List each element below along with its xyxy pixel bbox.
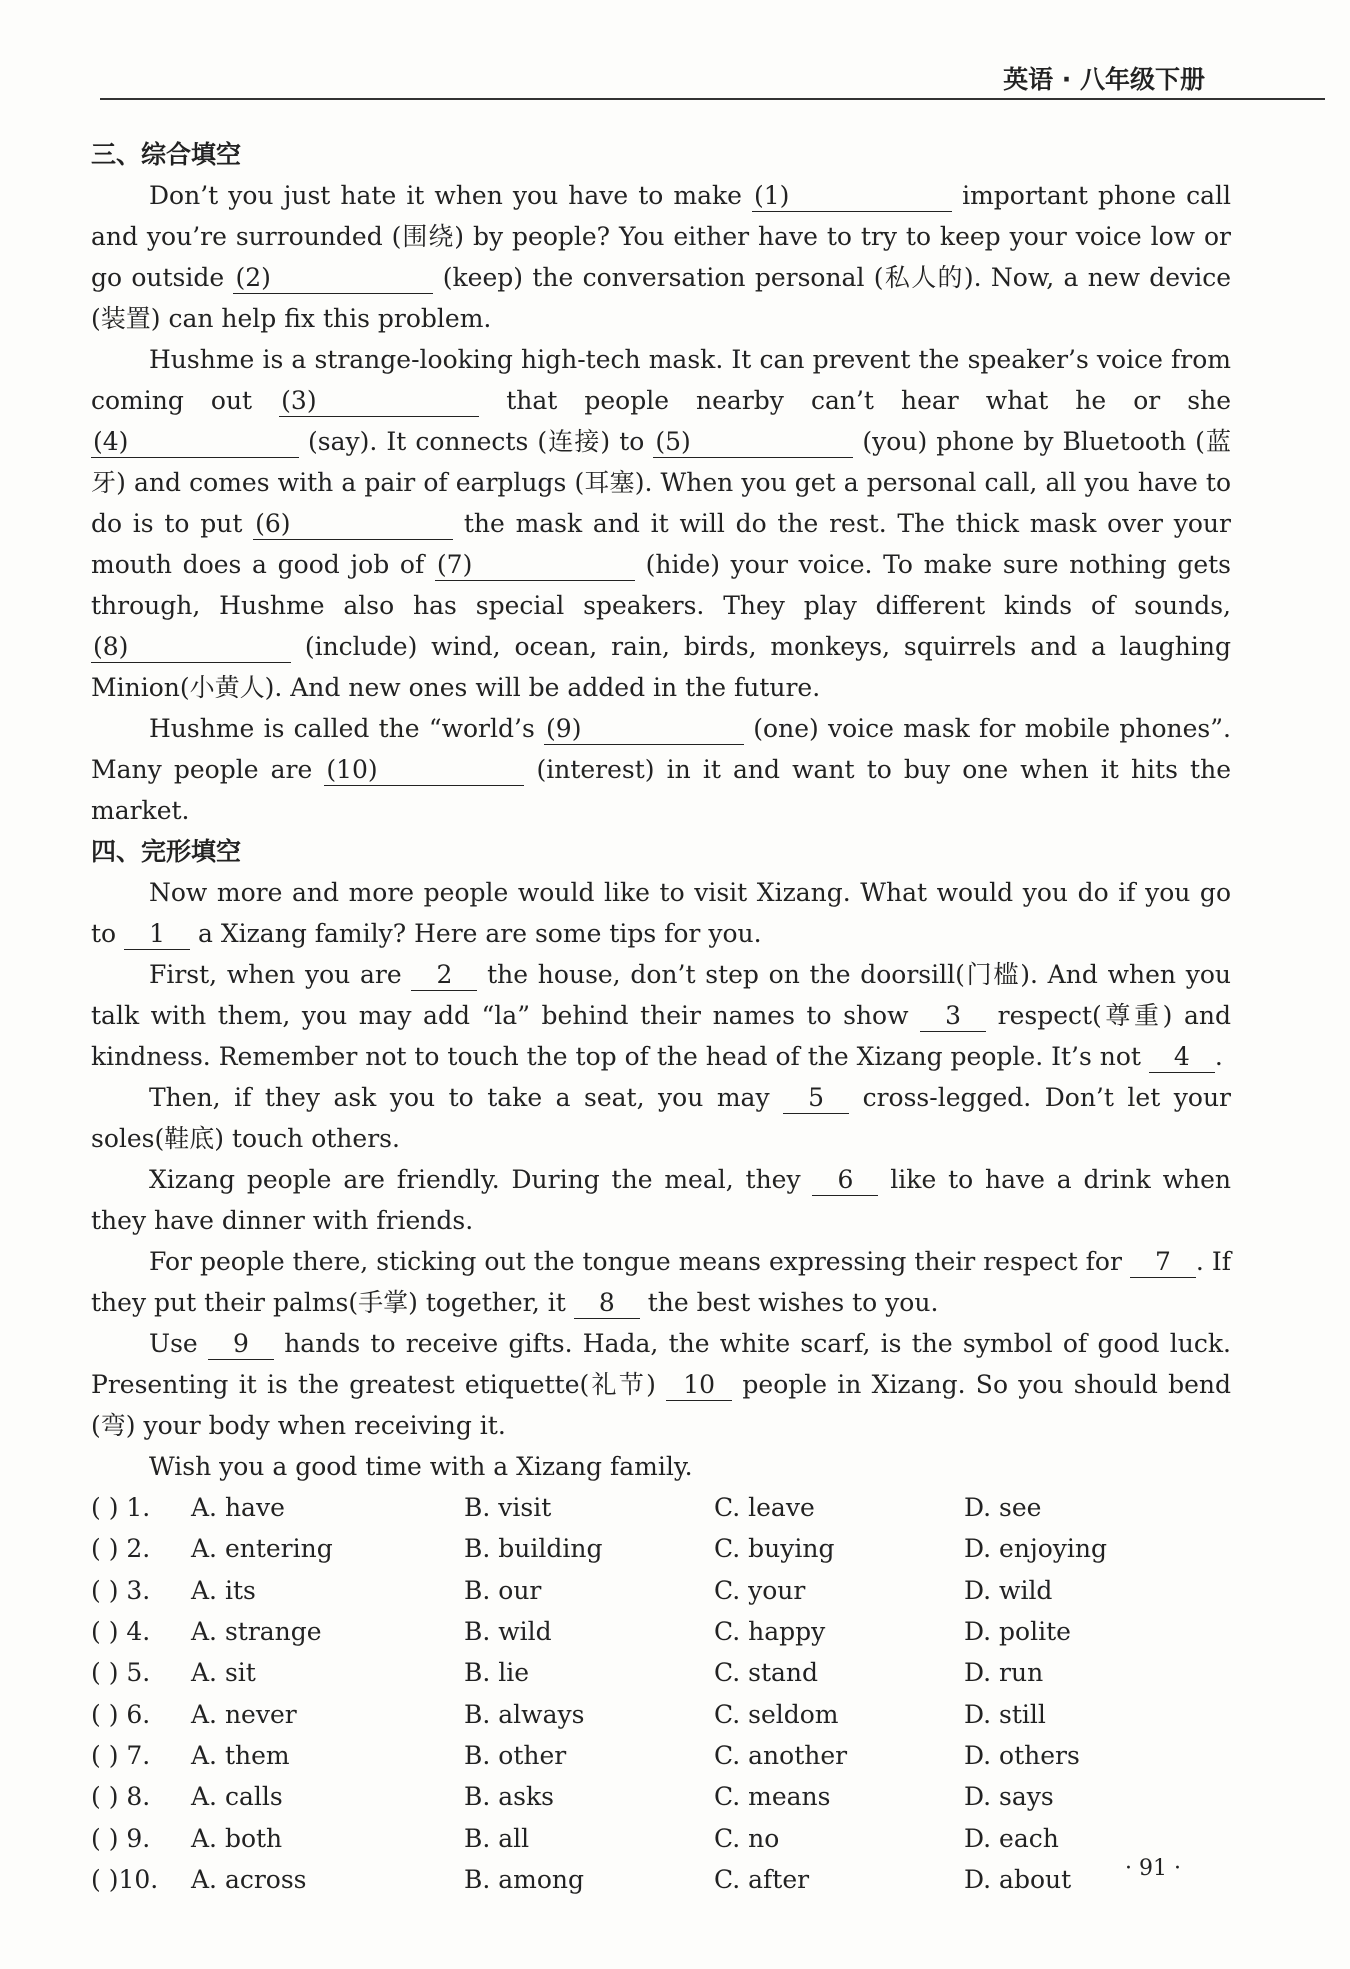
option-b[interactable]: B. visit: [464, 1493, 552, 1523]
option-d[interactable]: D. run: [964, 1658, 1044, 1688]
option-a[interactable]: A. calls: [191, 1782, 283, 1812]
option-a[interactable]: A. both: [191, 1823, 283, 1853]
section4-paragraph-4: Xizang people are friendly. During the meal, they 6 like to have a drink when they have dinner with friends.: [91, 1165, 1231, 1235]
option-b[interactable]: B. among: [464, 1864, 585, 1894]
answer-slot[interactable]: ( ) 3.: [91, 1575, 151, 1605]
fill-blank-7[interactable]: (7): [435, 550, 635, 581]
fill-blank-6[interactable]: (6): [253, 509, 453, 540]
section3-paragraph-3: Hushme is called the “world’s (9) (one) voice mask for mobile phones”. Many people are (10) (interest) in it and want to buy one when it hits the market.: [91, 714, 1231, 825]
option-row-7: [91, 1735, 1231, 1776]
fill-blank-2[interactable]: (2): [233, 263, 433, 294]
option-d[interactable]: D. about: [964, 1864, 1072, 1894]
page-number: · 91 ·: [1125, 1856, 1181, 1881]
option-c[interactable]: C. your: [714, 1575, 806, 1605]
section4-paragraph-1: Now more and more people would like to visit Xizang. What would you do if you go to 1 a Xizang family? Here are some tips for you.: [91, 878, 1231, 948]
fill-blank-3[interactable]: (3): [279, 386, 479, 417]
option-a[interactable]: A. sit: [191, 1658, 256, 1688]
answer-slot[interactable]: ( ) 5.: [91, 1658, 151, 1688]
cloze-blank-10[interactable]: 10: [666, 1370, 732, 1401]
fill-blank-5[interactable]: (5): [653, 427, 853, 458]
fill-blank-9[interactable]: (9): [544, 714, 744, 745]
answer-slot[interactable]: ( )10.: [91, 1864, 159, 1894]
section4-paragraph-2: First, when you are 2 the house, don’t step on the doorsill(门槛). And when you talk with them, you may add “la” behind their names to show 3 respect(尊重) and kindness. Remember not to touch the top of the head of the Xizang people. It’s not 4 .: [91, 960, 1231, 1071]
option-row-8: [91, 1776, 1231, 1817]
cloze-blank-8[interactable]: 8: [574, 1288, 640, 1319]
option-a[interactable]: A. have: [191, 1493, 285, 1523]
answer-slot[interactable]: ( ) 8.: [91, 1782, 151, 1812]
options-list: [91, 1487, 1231, 1900]
answer-slot[interactable]: ( ) 9.: [91, 1823, 151, 1853]
option-b[interactable]: B. always: [464, 1699, 585, 1729]
option-d[interactable]: D. enjoying: [964, 1534, 1107, 1564]
option-b[interactable]: B. our: [464, 1575, 542, 1605]
section3-heading: 三、综合填空: [91, 140, 242, 169]
option-row-6: [91, 1693, 1231, 1734]
header-title: 英语 · 八年级下册: [1003, 65, 1205, 94]
cloze-blank-4[interactable]: 4: [1149, 1042, 1215, 1073]
cloze-blank-9[interactable]: 9: [208, 1329, 274, 1360]
option-a[interactable]: A. them: [191, 1740, 290, 1770]
option-row-2: [91, 1528, 1231, 1569]
section4-paragraph-3: Then, if they ask you to take a seat, you may 5 cross-legged. Don’t let your soles(鞋底) touch others.: [91, 1083, 1231, 1153]
option-c[interactable]: C. another: [714, 1740, 848, 1770]
option-d[interactable]: D. polite: [964, 1617, 1071, 1647]
page-header: [100, 56, 1325, 100]
option-c[interactable]: C. leave: [714, 1493, 815, 1523]
option-a[interactable]: A. strange: [191, 1617, 322, 1647]
option-b[interactable]: B. asks: [464, 1782, 554, 1812]
cloze-blank-2[interactable]: 2: [411, 960, 477, 991]
answer-slot[interactable]: ( ) 6.: [91, 1699, 151, 1729]
cloze-blank-5[interactable]: 5: [783, 1083, 849, 1114]
option-a[interactable]: A. across: [191, 1864, 307, 1894]
option-b[interactable]: B. other: [464, 1740, 567, 1770]
section3-paragraph-1: Don’t you just hate it when you have to make (1) important phone call and you’re surrounded (围绕) by people? You either have to try to keep your voice low or go outside (2) (keep) the conversation personal (私人的). Now, a new device (装置) can help fix this problem.: [91, 181, 1232, 333]
fill-blank-4[interactable]: (4): [91, 427, 299, 458]
page-content: [91, 134, 1231, 1900]
option-a[interactable]: A. never: [191, 1699, 297, 1729]
cloze-blank-6[interactable]: 6: [812, 1165, 878, 1196]
option-d[interactable]: D. others: [964, 1740, 1080, 1770]
option-d[interactable]: D. each: [964, 1823, 1059, 1853]
answer-slot[interactable]: ( ) 4.: [91, 1617, 151, 1647]
fill-blank-1[interactable]: (1): [752, 181, 952, 212]
option-c[interactable]: C. means: [714, 1782, 831, 1812]
section4-heading: 四、完形填空: [91, 837, 242, 866]
option-c[interactable]: C. after: [714, 1864, 810, 1894]
fill-blank-8[interactable]: (8): [91, 632, 291, 663]
option-b[interactable]: B. lie: [464, 1658, 530, 1688]
fill-blank-10[interactable]: (10): [324, 755, 524, 786]
section4-paragraph-6: Use 9 hands to receive gifts. Hada, the white scarf, is the symbol of good luck. Presenting it is the greatest etiquette(礼节) 10 people in Xizang. So you should bend (弯) your body when receiving it.: [91, 1329, 1231, 1440]
section3-paragraph-2: Hushme is a strange-looking high-tech mask. It can prevent the speaker’s voice from coming out (3) that people nearby can’t hear what he or she (4) (say). It connects (连接) to (5) (you) phone by Bluetooth (蓝牙) and comes with a pair of earplugs (耳塞). When you get a personal call, all you have to do is to put (6) the mask and it will do the rest. The thick mask over your mouth does a good job of (7) (hide) your voice. To make sure nothing gets through, Hushme also has special speakers. They play different kinds of sounds, (8) (include) wind, ocean, rain, birds, monkeys, squirrels and a laughing Minion(小黄人). And new ones will be added in the future.: [91, 345, 1232, 702]
option-d[interactable]: D. still: [964, 1699, 1046, 1729]
header-rule: [100, 98, 1325, 100]
option-c[interactable]: C. happy: [714, 1617, 826, 1647]
option-row-3: [91, 1570, 1231, 1611]
option-c[interactable]: C. buying: [714, 1534, 835, 1564]
option-d[interactable]: D. see: [964, 1493, 1042, 1523]
option-a[interactable]: A. entering: [191, 1534, 333, 1564]
cloze-blank-1[interactable]: 1: [124, 919, 190, 950]
section4-paragraph-7: Wish you a good time with a Xizang family.: [149, 1452, 693, 1481]
option-c[interactable]: C. seldom: [714, 1699, 839, 1729]
option-row-5: [91, 1652, 1231, 1693]
answer-slot[interactable]: ( ) 7.: [91, 1740, 151, 1770]
option-b[interactable]: B. wild: [464, 1617, 552, 1647]
answer-slot[interactable]: ( ) 2.: [91, 1534, 151, 1564]
option-row-10: [91, 1859, 1231, 1900]
cloze-blank-3[interactable]: 3: [920, 1001, 986, 1032]
cloze-blank-7[interactable]: 7: [1130, 1247, 1196, 1278]
section4-paragraph-5: For people there, sticking out the tongue means expressing their respect for 7 . If they put their palms(手掌) together, it 8 the best wishes to you.: [91, 1247, 1231, 1317]
option-c[interactable]: C. stand: [714, 1658, 819, 1688]
option-c[interactable]: C. no: [714, 1823, 780, 1853]
option-b[interactable]: B. all: [464, 1823, 530, 1853]
option-row-4: [91, 1611, 1231, 1652]
option-row-9: [91, 1817, 1231, 1858]
option-d[interactable]: D. says: [964, 1782, 1054, 1812]
option-d[interactable]: D. wild: [964, 1575, 1053, 1605]
option-row-1: [91, 1487, 1231, 1528]
option-a[interactable]: A. its: [191, 1575, 256, 1605]
answer-slot[interactable]: ( ) 1.: [91, 1493, 151, 1523]
option-b[interactable]: B. building: [464, 1534, 603, 1564]
